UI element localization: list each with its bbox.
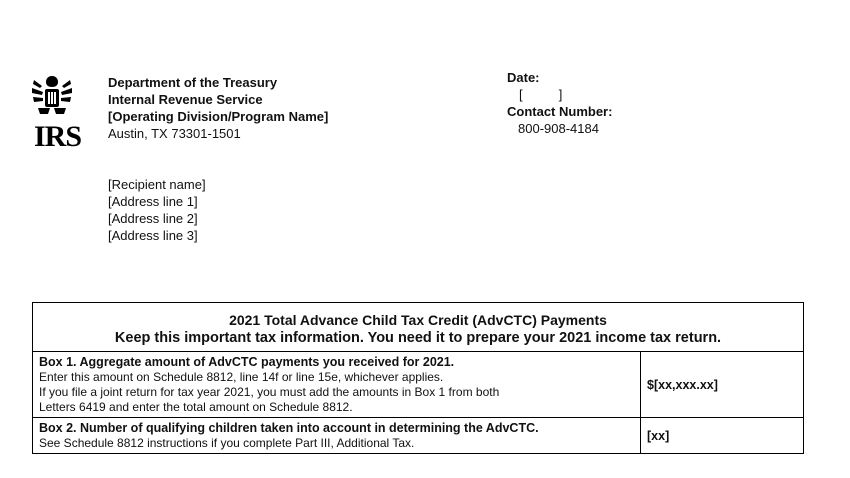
box2-text-1: See Schedule 8812 instructions if you complete Part III, Additional Tax.	[39, 436, 415, 450]
irs-logo-text: IRS	[34, 120, 82, 153]
eagle-icon	[30, 72, 74, 118]
box1-value: $[xx,xxx.xx]	[641, 352, 804, 418]
box1-text-2: If you file a joint return for tax year 2021, you must add the amounts in Box 1 from both	[39, 385, 500, 399]
box1-description	[33, 352, 641, 418]
box2-description	[33, 418, 641, 454]
box2-value: [xx]	[641, 418, 804, 454]
box2-row	[33, 418, 804, 454]
date-block	[507, 69, 612, 137]
box2-title: Box 2. Number of qualifying children taken into account in determining the AdvCTC.	[39, 421, 539, 435]
statement-table	[32, 302, 804, 454]
statement-title: 2021 Total Advance Child Tax Credit (AdvCTC) Payments	[229, 312, 607, 328]
contact-value: 800-908-4184	[518, 121, 599, 136]
sender-address	[108, 74, 328, 142]
box1-text-3: Letters 6419 and enter the total amount on Schedule 8812.	[39, 400, 353, 414]
box1-row	[33, 352, 804, 418]
statement-header	[33, 303, 804, 352]
recipient-address	[108, 176, 206, 244]
contact-label: Contact Number:	[507, 104, 613, 119]
date-value: [ ]	[519, 87, 563, 102]
recipient-line-1: [Recipient name]	[108, 177, 206, 192]
recipient-line-2: [Address line 1]	[108, 194, 198, 209]
sender-line-2: Internal Revenue Service	[108, 92, 263, 107]
recipient-line-3: [Address line 2]	[108, 211, 198, 226]
date-label: Date:	[507, 70, 540, 85]
box1-title: Box 1. Aggregate amount of AdvCTC payments you received for 2021.	[39, 355, 455, 369]
sender-line-4: Austin, TX 73301-1501	[108, 126, 241, 141]
recipient-line-4: [Address line 3]	[108, 228, 198, 243]
sender-line-3: [Operating Division/Program Name]	[108, 109, 329, 124]
statement-subtitle: Keep this important tax information. You need it to prepare your 2021 income tax return.	[114, 330, 722, 346]
box1-text-1: Enter this amount on Schedule 8812, line 14f or line 15e, whichever applies.	[39, 370, 444, 384]
statement-header-row	[33, 303, 804, 352]
sender-line-1: Department of the Treasury	[108, 75, 278, 90]
